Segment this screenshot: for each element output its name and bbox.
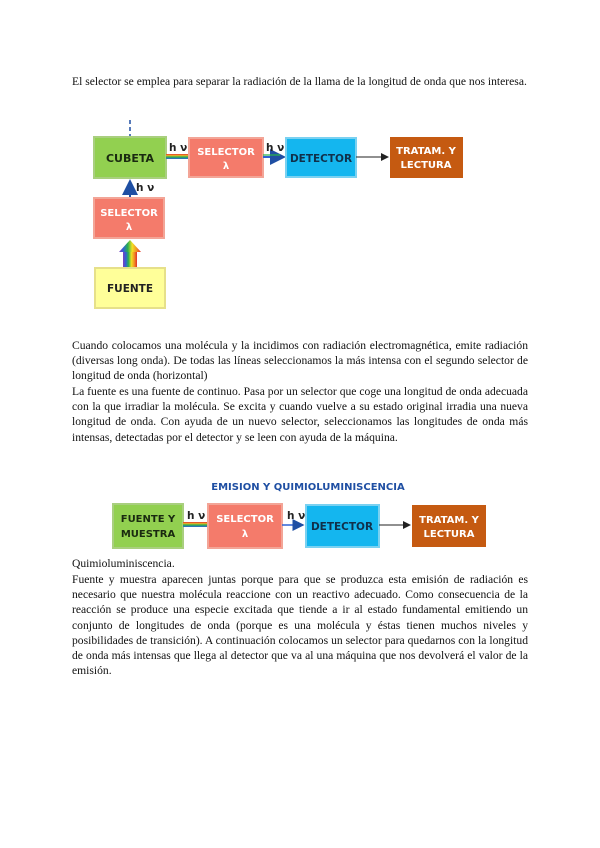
tratam-box-2 bbox=[412, 505, 486, 547]
paragraph-2: Cuando colocamos una molécula y la incidimos con radiación electromagnética, emite radiación (diversas long onda). De todas las líneas seleccionamos la más intensa con el segundo selector de longitud de onda (horizontal) bbox=[72, 339, 528, 383]
hv-label-3: h ν bbox=[136, 182, 155, 194]
selector-h-lambda: λ bbox=[222, 161, 230, 172]
fuente-label: FUENTE bbox=[107, 283, 153, 295]
detector-label: DETECTOR bbox=[289, 153, 353, 165]
rainbow-beam-2 bbox=[183, 522, 207, 527]
fuente-muestra-box bbox=[113, 504, 183, 548]
selector-v-lambda: λ bbox=[125, 222, 133, 233]
fuente-muestra-label-1: FUENTE Y bbox=[120, 514, 176, 525]
hv-label-1: h ν bbox=[169, 142, 188, 154]
rainbow-beam-1 bbox=[166, 154, 188, 159]
paragraph-3: La fuente es una fuente de continuo. Pasa por un selector que coge una longitud de onda adecuada con la que irradiar la molécula. Se excita y cuando vuelve a su estado original irradia una nueva longitud de onda. Con ayuda de un nuevo selector, seleccionamos las longitudes de onda más intensas, detectadas por el detector y se leen con ayuda de la máquina. bbox=[72, 385, 528, 444]
paragraph-4: Fuente y muestra aparecen juntas porque para que se produzca esta emisión de radiación es necesario que nuestra molécula reaccione con un reactivo adecuado. Como consecuencia de la reacción se produce una especie excitada que tiende a ir al estado fundamental emitiendo un conjunto de longitudes de onda (porque es una molécula y éstas tienen muchos niveles y posibilidades de transición). A continuación colocamos un selector para quedarnos con la longitud de onda más intensas que llega al detector que va al una máquina que nos devolverá el valor de la emisión. bbox=[72, 573, 528, 678]
tratam-label-1: TRATAM. Y bbox=[396, 146, 456, 157]
tratam-2-label-2: LECTURA bbox=[423, 529, 475, 540]
cubeta-label: CUBETA bbox=[105, 152, 155, 165]
hv-label-5: h ν bbox=[287, 510, 306, 522]
hv-label-4: h ν bbox=[187, 510, 206, 522]
tratam-label-2: LECTURA bbox=[400, 160, 452, 171]
diagram2-title: EMISION Y QUIMIOLUMINISCENCIA bbox=[211, 482, 405, 493]
fuente-muestra-label-2: MUESTRA bbox=[120, 529, 176, 540]
rainbow-arrowhead bbox=[119, 240, 141, 252]
tratam-2-label-1: TRATAM. Y bbox=[419, 515, 479, 526]
selector-v-label: SELECTOR bbox=[100, 208, 158, 219]
selector-2-label: SELECTOR bbox=[216, 514, 274, 525]
selector-h-label: SELECTOR bbox=[197, 147, 255, 158]
hv-label-2: h ν bbox=[266, 142, 285, 154]
tratam-box bbox=[390, 137, 463, 178]
selector-box-2 bbox=[208, 504, 282, 548]
rainbow-beam-v bbox=[123, 250, 137, 268]
paragraph-4-title: Quimioluminiscencia. bbox=[72, 557, 175, 570]
detector-2-label: DETECTOR bbox=[310, 521, 374, 533]
selector-2-lambda: λ bbox=[241, 529, 249, 540]
intro-paragraph: El selector se emplea para separar la radiación de la llama de la longitud de onda que nos interesa. bbox=[72, 75, 527, 88]
